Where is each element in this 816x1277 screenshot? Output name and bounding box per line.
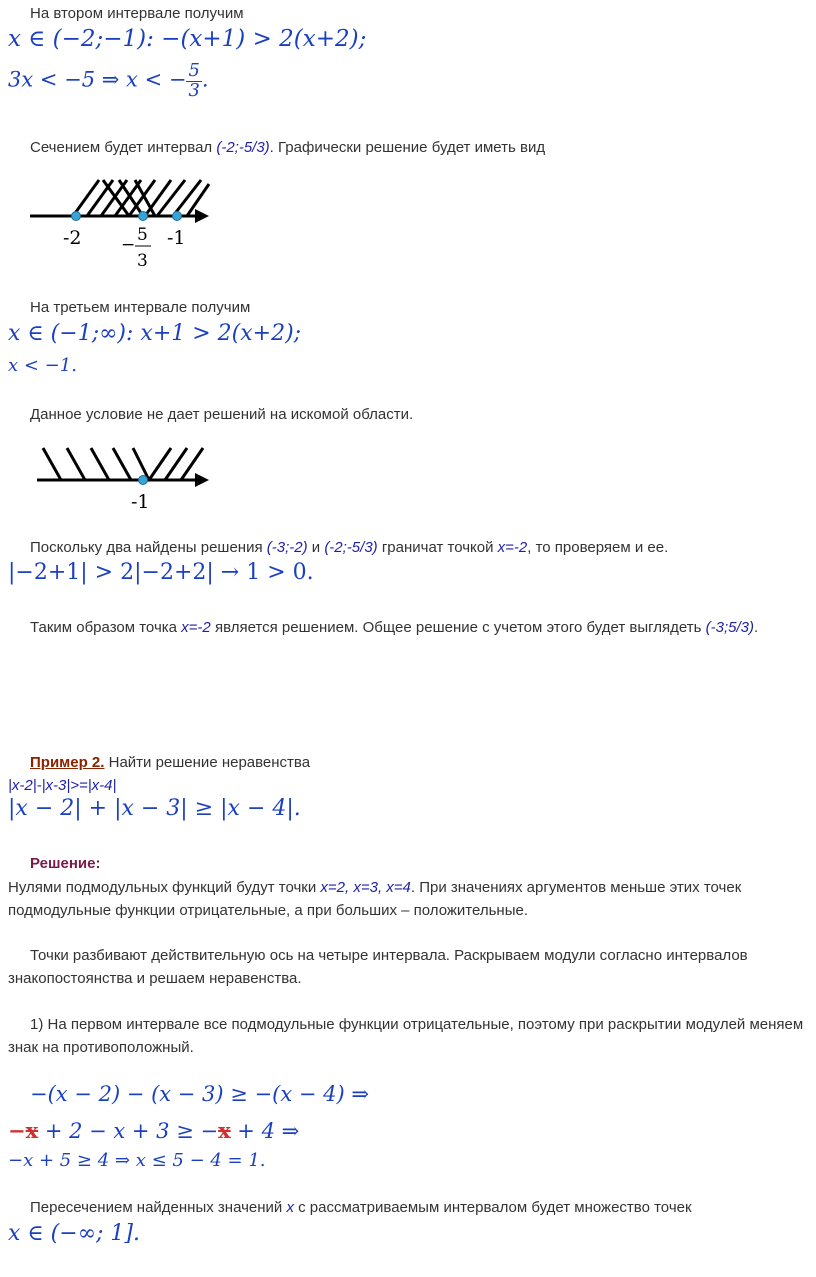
example-2-link[interactable]: Пример 2. [30,754,105,771]
hatching-1 [73,180,209,216]
label-minus-1: -1 [167,227,186,249]
label-fraction-minus: − [121,235,136,255]
label-minus-1-b: -1 [131,491,150,513]
formula-third-result: x < −1. [8,355,77,376]
axis-arrow-1 [195,209,209,223]
formula-second-interval: x ∈ (−2;−1): −(x+1) > 2(x+2); [8,26,367,52]
example-2-inequality-text: |x-2|-|x-3|>=|x-4| [8,777,117,794]
paragraph-no-solution: Данное условие не дает решений на искомой области. [30,406,414,423]
hatching-2 [43,448,203,480]
point-minus-5-3 [139,212,148,221]
point-minus-2 [72,212,81,221]
formula-step-2: −x + 2 − x + 3 ≥ −x + 4 ⇒ [8,1118,300,1143]
formula-second-result-text: 3x < −5 ⇒ x < − [8,67,187,92]
paragraph-four-intervals: Точки разбивают действительную ось на четыре интервала. Раскрываем модули согласно интервалов знакопостоянства и решаем неравенства. [8,947,748,987]
point-minus-1 [173,212,182,221]
formula-check-point: |−2+1| > 2|−2+2| → 1 > 0. [8,560,314,585]
paragraph-zeros: Нулями подмодульных функций будут точки x=2, x=3, x=4. При значениях аргументов меньше этих точек подмодульные функции отрицательные, а при больших – положительные. [8,879,742,919]
paragraph-second-interval: На втором интервале получим [30,5,244,22]
crossed-x-1: x [25,1118,39,1143]
formula-final-interval: x ∈ (−∞; 1]. [8,1221,140,1246]
point-minus-1-b [139,476,148,485]
formula-second-result: 3x < −5 ⇒ x < − $\frac{5}{3}$ . [8,60,209,101]
paragraph-intersection-2: Пересечением найденных значений x с рассматриваемым интервалом будет множество точек [30,1199,692,1216]
example-2-heading: Пример 2. Найти решение неравенства [30,754,311,771]
number-line-graph-1 [25,176,225,276]
formula-third-interval: x ∈ (−1;∞): x+1 > 2(x+2); [8,321,302,346]
paragraph-first-interval: 1) На первом интервале все подмодульные функции отрицательные, поэтому при раскрытии модулей меняем знак на противоположный. [8,1016,804,1056]
crossed-x-2: x [218,1118,231,1143]
formula-step-3: −x + 5 ≥ 4 ⇒ x ≤ 5 − 4 = 1. [8,1150,266,1171]
label-fraction-den: 3 [137,251,148,271]
number-line-graph-2 [25,440,225,520]
paragraph-third-interval: На третьем интервале получим [30,299,251,316]
solution-label: Решение: [30,855,101,872]
paragraph-adjacent-solutions: Поскольку два найдены решения (-3;-2) и (-2;-5/3) граничат точкой x=-2, то проверяем и ее. [30,539,669,556]
paragraph-conclusion: Таким образом точка x=-2 является решением. Общее решение с учетом этого будет выглядеть (-3;5/3). [30,619,759,636]
fraction-five-thirds: $\frac{5}{3}$ [188,60,200,101]
paragraph-intersection: Сечением будет интервал (-2;-5/3). Графически решение будет иметь вид [30,139,546,156]
formula-step-1: −(x − 2) − (x − 3) ≥ −(x − 4) ⇒ [30,1082,369,1106]
interval-value: (-2;-5/3) [216,139,270,156]
formula-example-2: |x − 2| + |x − 3| ≥ |x − 4|. [8,796,301,821]
label-minus-2: -2 [63,227,82,249]
label-fraction-num: 5 [137,225,148,245]
axis-arrow-2 [195,473,209,487]
